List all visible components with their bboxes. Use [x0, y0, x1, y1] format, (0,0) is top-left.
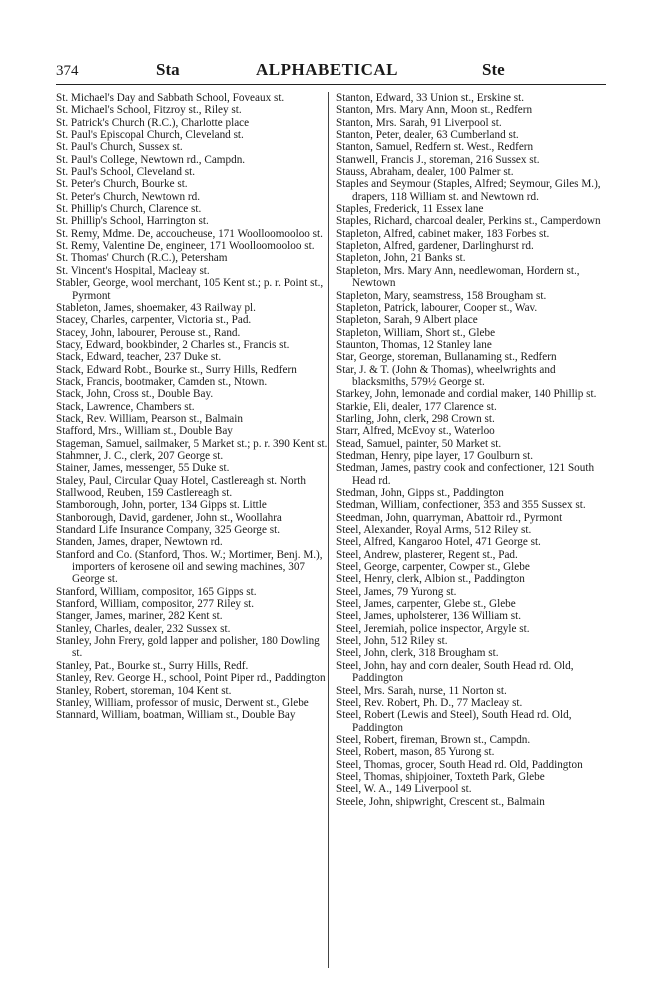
- directory-entry: Stanley, John Frery, gold lapper and polisher, 180 Dowling st.: [56, 635, 320, 660]
- directory-entry: Stanger, James, mariner, 282 Kent st.: [56, 610, 223, 623]
- directory-entry: St. Remy, Valentine De, engineer, 171 Woolloomooloo st.: [56, 240, 315, 253]
- directory-entry: Stedman, Henry, pipe layer, 17 Goulburn st.: [336, 449, 534, 462]
- directory-entry: Stapleton, Mrs. Mary Ann, needlewoman, Hordern st., Newtown: [336, 264, 580, 290]
- directory-entry: Stanford, William, compositor, 277 Riley st.: [56, 598, 255, 611]
- directory-entry: St. Paul's School, Cleveland st.: [56, 166, 196, 179]
- left-guide-word: Sta: [156, 60, 180, 79]
- directory-entry: Staples, Richard, charcoal dealer, Perkins st., Camperdown: [336, 215, 601, 228]
- directory-entry: St. Phillip's Church, Clarence st.: [56, 203, 202, 216]
- directory-entry: St. Peter's Church, Newtown rd.: [56, 190, 201, 203]
- directory-entry: Stanley, William, professor of music, Derwent st., Glebe: [56, 696, 309, 709]
- directory-entry: Stanley, Robert, storeman, 104 Kent st.: [56, 684, 232, 697]
- directory-entry: Stanford, William, compositor, 165 Gipps st.: [56, 585, 257, 598]
- directory-entry: Steel, Henry, clerk, Albion st., Paddington: [336, 573, 525, 586]
- directory-entry: Stanton, Mrs. Sarah, 91 Liverpool st.: [336, 116, 502, 129]
- directory-entry: Stack, John, Cross st., Double Bay.: [56, 388, 214, 401]
- directory-entry: Steel, James, 79 Yurong st.: [336, 585, 457, 598]
- left-column: [56, 92, 329, 968]
- directory-entry: Steel, Robert, mason, 85 Yurong st.: [336, 746, 495, 759]
- directory-entry: Stageman, Samuel, sailmaker, 5 Market st.; p. r. 390 Kent st.: [56, 437, 328, 450]
- directory-entry: Steel, James, upholsterer, 136 William st.: [336, 610, 522, 623]
- page-number: 374: [56, 63, 79, 79]
- directory-entry: St. Thomas' Church (R.C.), Petersham: [56, 252, 228, 265]
- directory-entry: Star, George, storeman, Bullanaming st., Redfern: [336, 351, 557, 364]
- directory-entry: Stainer, James, messenger, 55 Duke st.: [56, 462, 230, 475]
- directory-entry: Stanley, Charles, dealer, 232 Sussex st.: [56, 622, 231, 635]
- directory-entry: Stacey, Charles, carpenter, Victoria st., Pad.: [56, 314, 252, 327]
- directory-entry: Stanton, Samuel, Redfern st. West., Redfern: [336, 141, 534, 154]
- directory-entry: Staples and Seymour (Staples, Alfred; Seymour, Giles M.), drapers, 118 William st. and Newtown rd.: [336, 178, 601, 203]
- directory-entry: Stabler, George, wool merchant, 105 Kent st.; p. r. Point st., Pyrmont: [56, 277, 324, 302]
- directory-entry: Staples, Frederick, 11 Essex lane: [336, 203, 484, 216]
- directory-entry: St. Paul's Church, Sussex st.: [56, 141, 183, 154]
- directory-entry: St. Remy, Mdme. De, accoucheuse, 171 Woolloomooloo st.: [56, 227, 323, 240]
- directory-entry: Stapleton, Patrick, labourer, Cooper st., Wav.: [336, 301, 538, 314]
- directory-entry: Steel, Andrew, plasterer, Regent st., Pad.: [336, 548, 518, 561]
- directory-entry: Steel, George, carpenter, Cowper st., Glebe: [336, 561, 530, 574]
- directory-entry: Stedman, John, Gipps st., Paddington: [336, 487, 504, 499]
- directory-entry: Steel, Mrs. Sarah, nurse, 11 Norton st.: [336, 684, 507, 697]
- directory-entry: St. Paul's College, Newtown rd., Campdn.: [56, 153, 246, 166]
- directory-entry: Stapleton, William, Short st., Glebe: [336, 326, 496, 339]
- directory-entry: Steel, Alfred, Kangaroo Hotel, 471 George st.: [336, 536, 541, 549]
- directory-entry: Stedman, William, confectioner, 353 and 355 Sussex st.: [336, 499, 586, 512]
- directory-entry: Starkey, John, lemonade and cordial maker, 140 Phillip st.: [336, 388, 597, 401]
- directory-entry: Stapleton, Alfred, cabinet maker, 183 Forbes st.: [336, 227, 550, 240]
- directory-entry: Stedman, James, pastry cook and confectioner, 121 South Head rd.: [336, 462, 595, 487]
- directory-entry: Stanborough, David, gardener, John st., Woollahra: [56, 511, 282, 524]
- directory-entry: Steel, Rev. Robert, Ph. D., 77 Macleay st.: [336, 696, 523, 709]
- directory-entry: Stanley, Pat., Bourke st., Surry Hills, Redf.: [56, 659, 249, 672]
- right-guide-word: Ste: [482, 60, 505, 79]
- directory-entry: Stanton, Mrs. Mary Ann, Moon st., Redfern: [336, 104, 533, 117]
- directory-entry: Stapleton, Mary, seamstress, 158 Brougham st.: [336, 289, 547, 302]
- directory-entry: St. Phillip's School, Harrington st.: [56, 215, 209, 228]
- directory-entry: Stapleton, John, 21 Banks st.: [336, 252, 466, 265]
- directory-entry: Steel, W. A., 149 Liverpool st.: [336, 783, 472, 796]
- directory-entry: St. Paul's Episcopal Church, Cleveland st.: [56, 129, 244, 142]
- directory-entry: Steel, Thomas, grocer, South Head rd. Old, Paddington: [336, 758, 583, 771]
- directory-entry: Staunton, Thomas, 12 Stanley lane: [336, 338, 492, 351]
- directory-entry: Stanwell, Francis J., storeman, 216 Sussex st.: [336, 153, 540, 166]
- directory-entry: Stanford and Co. (Stanford, Thos. W.; Mortimer, Benj. M.), importers of kerosene oil and sewing machines, 307 George st.: [56, 548, 323, 586]
- directory-entry: Starkie, Eli, dealer, 177 Clarence st.: [336, 400, 497, 413]
- directory-entry: Steel, Robert, fireman, Brown st., Campdn.: [336, 733, 531, 746]
- directory-entry: Steele, John, shipwright, Crescent st., Balmain: [336, 795, 545, 808]
- directory-entry: Stableton, James, shoemaker, 43 Railway pl.: [56, 301, 256, 314]
- directory-entry: St. Michael's Day and Sabbath School, Foveaux st.: [56, 92, 285, 104]
- directory-entry: Stamborough, John, porter, 134 Gipps st. Little: [56, 499, 267, 512]
- directory-entry: Staley, Paul, Circular Quay Hotel, Castlereagh st. North: [56, 474, 307, 487]
- directory-entry: Stannard, William, boatman, William st., Double Bay: [56, 709, 296, 722]
- directory-entry: Stapleton, Sarah, 9 Albert place: [336, 314, 478, 327]
- directory-entry: Stacey, John, labourer, Perouse st., Rand.: [56, 326, 241, 339]
- directory-entry: Stallwood, Reuben, 159 Castlereagh st.: [56, 487, 233, 499]
- directory-entry: Steel, John, hay and corn dealer, South Head rd. Old, Paddington: [336, 659, 574, 685]
- directory-entry: Stacy, Edward, bookbinder, 2 Charles st., Francis st.: [56, 338, 290, 351]
- directory-entry: Steel, James, carpenter, Glebe st., Glebe: [336, 598, 516, 611]
- directory-entry: St. Patrick's Church (R.C.), Charlotte place: [56, 116, 250, 129]
- page-title: ALPHABETICAL: [256, 60, 399, 79]
- directory-entry: Stafford, Mrs., William st., Double Bay: [56, 425, 233, 438]
- directory-entry: Star, J. & T. (John & Thomas), wheelwrights and blacksmiths, 579½ George st.: [336, 363, 556, 388]
- directory-entry: Stack, Edward, teacher, 237 Duke st.: [56, 351, 222, 364]
- directory-entry: Steel, Robert (Lewis and Steel), South Head rd. Old, Paddington: [336, 709, 572, 734]
- directory-entry: Stahmner, J. C., clerk, 207 George st.: [56, 449, 224, 462]
- directory-entry: St. Peter's Church, Bourke st.: [56, 178, 188, 191]
- directory-entry: Steel, Jeremiah, police inspector, Argyle st.: [336, 622, 530, 635]
- page-header: [56, 58, 606, 85]
- directory-entry: Starling, John, clerk, 298 Crown st.: [336, 412, 495, 425]
- directory-entry: Steedman, John, quarryman, Abattoir rd., Pyrmont: [336, 511, 563, 524]
- directory-entry: Stanton, Peter, dealer, 63 Cumberland st.: [336, 129, 519, 142]
- directory-entry: Stanley, Rev. George H., school, Point Piper rd., Paddington: [56, 672, 326, 685]
- directory-entry: Steel, John, 512 Riley st.: [336, 635, 448, 648]
- directory-entry: Stack, Edward Robt., Bourke st., Surry Hills, Redfern: [56, 363, 297, 376]
- directory-entry: Steel, Thomas, shipjoiner, Toxteth Park, Glebe: [336, 770, 545, 783]
- directory-entry: Standen, James, draper, Newtown rd.: [56, 536, 223, 549]
- directory-entry: Stapleton, Alfred, gardener, Darlinghurst rd.: [336, 240, 534, 253]
- directory-entry: Steel, Alexander, Royal Arms, 512 Riley st.: [336, 524, 532, 537]
- directory-entry: Stack, Lawrence, Chambers st.: [56, 400, 195, 413]
- directory-entry: Standard Life Insurance Company, 325 George st.: [56, 524, 281, 537]
- directory-entry: St. Vincent's Hospital, Macleay st.: [56, 264, 210, 277]
- directory-entry: Stack, Francis, bootmaker, Camden st., Ntown.: [56, 375, 268, 388]
- directory-entry: Stead, Samuel, painter, 50 Market st.: [336, 437, 502, 450]
- directory-entry: Starr, Alfred, McEvoy st., Waterloo: [336, 425, 495, 438]
- directory-entry: Stauss, Abraham, dealer, 100 Palmer st.: [336, 166, 514, 179]
- directory-entry: Steel, John, clerk, 318 Brougham st.: [336, 647, 499, 660]
- right-column: [336, 92, 608, 808]
- directory-entry: Stack, Rev. William, Pearson st., Balmain: [56, 412, 243, 425]
- directory-entry: St. Michael's School, Fitzroy st., Riley st.: [56, 104, 242, 117]
- directory-entry: Stanton, Edward, 33 Union st., Erskine st.: [336, 92, 524, 104]
